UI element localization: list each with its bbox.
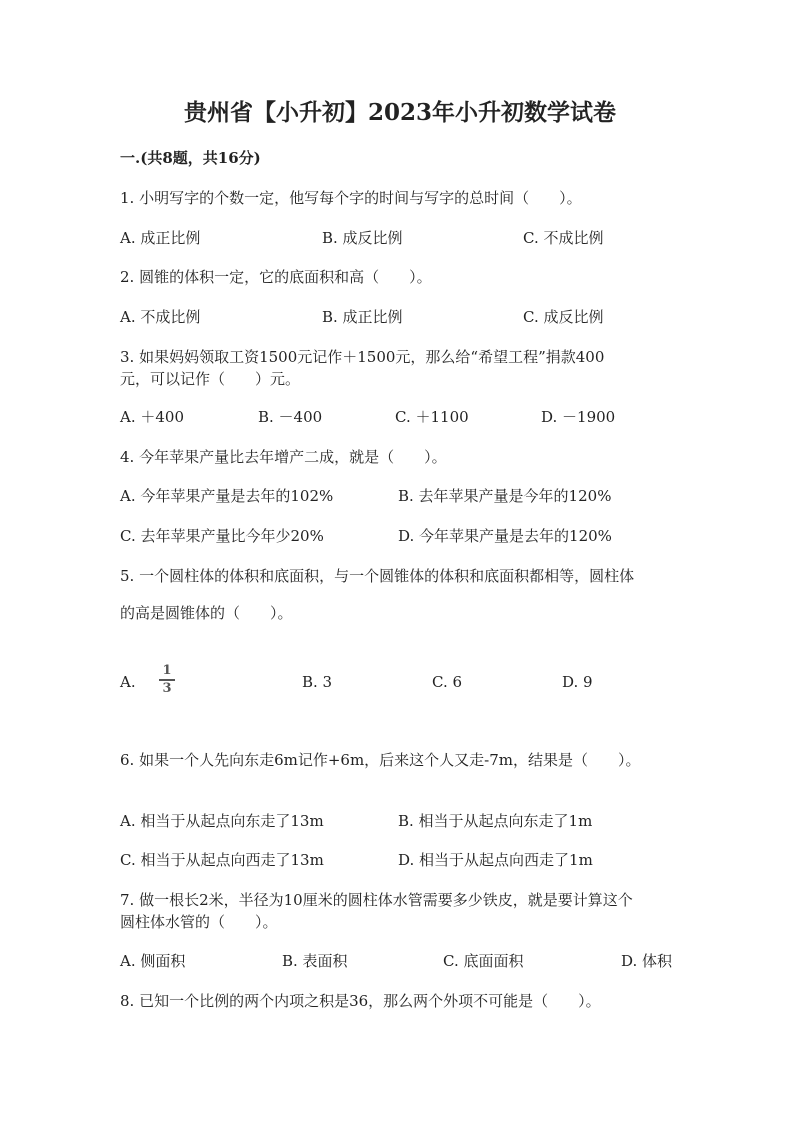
fraction-one-third [158, 664, 176, 696]
exam-title: 贵州省【小升初】2023年小升初数学试卷 [183, 99, 616, 126]
section-heading: 一.(共8题，共16分) [120, 149, 261, 167]
question-2-option-b[interactable]: B. 成正比例 [322, 308, 403, 326]
fraction-denominator: 3 [162, 680, 172, 696]
question-1-option-a[interactable]: A. 成正比例 [120, 229, 201, 247]
question-3-option-b[interactable]: B. －400 [258, 408, 323, 426]
question-1-stem: 1. 小明写字的个数一定，他写每个字的时间与写字的总时间（ ）。 [120, 189, 582, 207]
question-5-option-c[interactable]: C. 6 [432, 673, 463, 691]
question-3-option-c[interactable]: C. ＋1100 [395, 408, 469, 426]
question-1-option-b[interactable]: B. 成反比例 [322, 229, 403, 247]
question-7-stem-line2: 圆柱体水管的（ ）。 [120, 913, 278, 931]
question-6-stem: 6. 如果一个人先向东走6m记作+6m，后来这个人又走-7m，结果是（ ）。 [120, 751, 641, 769]
question-1-option-c[interactable]: C. 不成比例 [523, 229, 604, 247]
question-8-stem: 8. 已知一个比例的两个内项之积是36，那么两个外项不可能是（ ）。 [120, 992, 601, 1010]
question-7-option-d[interactable]: D. 体积 [621, 952, 673, 970]
question-4-option-b[interactable]: B. 去年苹果产量是今年的120% [398, 487, 612, 505]
question-5-option-b[interactable]: B. 3 [302, 673, 333, 691]
question-7-option-c[interactable]: C. 底面面积 [443, 952, 524, 970]
question-7-stem-line1: 7. 做一根长2米，半径为10厘米的圆柱体水管需要多少铁皮，就是要计算这个 [120, 891, 633, 909]
question-3-option-d[interactable]: D. －1900 [541, 408, 616, 426]
question-4-option-a[interactable]: A. 今年苹果产量是去年的102% [120, 487, 334, 505]
question-7-option-b[interactable]: B. 表面积 [282, 952, 348, 970]
question-3-option-a[interactable]: A. ＋400 [120, 408, 184, 426]
question-5-stem-line2: 的高是圆锥体的（ ）。 [120, 604, 293, 622]
question-4-option-c[interactable]: C. 去年苹果产量比今年少20% [120, 527, 324, 545]
question-3-stem-line2: 元，可以记作（ ）元。 [120, 370, 301, 388]
question-6-option-d[interactable]: D. 相当于从起点向西走了1m [398, 851, 593, 869]
fraction-numerator: 1 [162, 663, 172, 678]
question-3-stem-line1: 3. 如果妈妈领取工资1500元记作＋1500元，那么给“希望工程”捐款400 [120, 348, 605, 366]
question-5-stem-line1: 5. 一个圆柱体的体积和底面积，与一个圆锥体的体积和底面积都相等，圆柱体 [120, 567, 635, 585]
question-6-option-a[interactable]: A. 相当于从起点向东走了13m [120, 812, 324, 830]
question-6-option-c[interactable]: C. 相当于从起点向西走了13m [120, 851, 324, 869]
question-2-option-c[interactable]: C. 成反比例 [523, 308, 604, 326]
question-5-option-d[interactable]: D. 9 [562, 673, 593, 691]
question-6-option-b[interactable]: B. 相当于从起点向东走了1m [398, 812, 593, 830]
question-4-stem: 4. 今年苹果产量比去年增产二成，就是（ ）。 [120, 448, 447, 466]
question-7-option-a[interactable]: A. 侧面积 [120, 952, 186, 970]
question-4-option-d[interactable]: D. 今年苹果产量是去年的120% [398, 527, 612, 545]
question-5-option-a-label[interactable]: A. [120, 673, 136, 691]
question-2-stem: 2. 圆锥的体积一定，它的底面积和高（ ）。 [120, 268, 432, 286]
question-2-option-a[interactable]: A. 不成比例 [120, 308, 201, 326]
